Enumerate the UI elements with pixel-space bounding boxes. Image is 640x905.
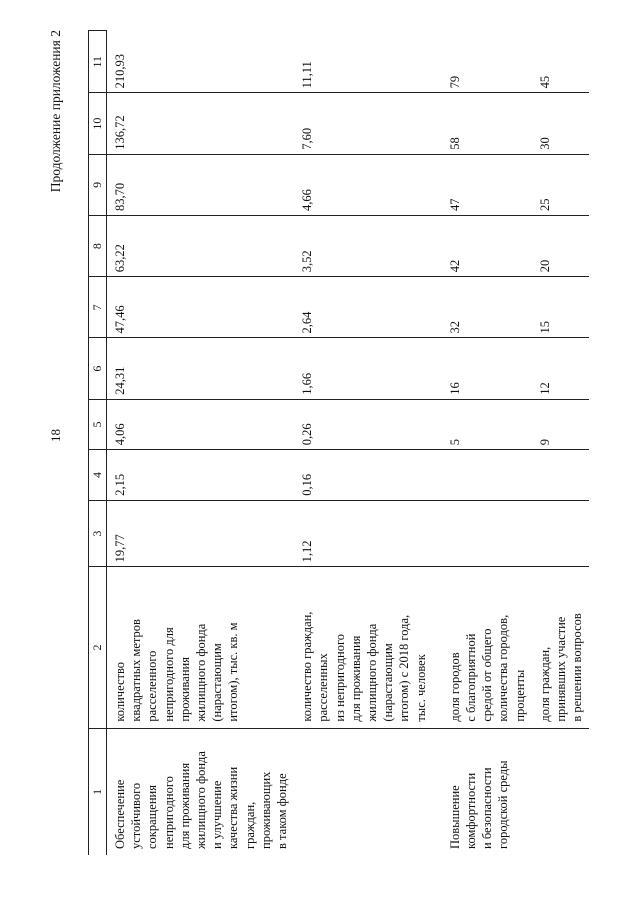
value-cell: 9 — [532, 399, 590, 450]
value-cell: 79 — [433, 31, 532, 93]
value-cell: 32 — [433, 277, 532, 338]
column-number: 2 — [89, 567, 107, 728]
value-cell: 16 — [433, 338, 532, 399]
column-number: 1 — [89, 728, 107, 855]
column-number: 5 — [89, 399, 107, 450]
table-row — [294, 31, 433, 856]
goal-cell: Повышение комфортности и безопасности городской среды — [447, 760, 511, 849]
value-cell: 0,26 — [294, 399, 433, 450]
value-cell: 1,12 — [294, 500, 433, 567]
column-number: 7 — [89, 277, 107, 338]
value-cell: 30 — [532, 93, 590, 154]
column-number: 9 — [89, 154, 107, 215]
column-number: 11 — [89, 31, 107, 93]
value-cell: 47,46 — [107, 277, 295, 338]
column-number: 3 — [89, 500, 107, 567]
value-cell: 5 — [433, 399, 532, 450]
value-cell: 3,52 — [294, 215, 433, 276]
column-number: 8 — [89, 215, 107, 276]
value-cell: 45 — [532, 31, 590, 93]
column-number: 10 — [89, 93, 107, 154]
value-cell: 19,77 — [107, 500, 295, 567]
goal-cell — [532, 728, 590, 855]
value-cell: 2,64 — [294, 277, 433, 338]
value-cell: 210,93 — [107, 31, 295, 93]
value-cell — [532, 500, 590, 567]
column-number: 6 — [89, 338, 107, 399]
value-cell: 58 — [433, 93, 532, 154]
table-row — [107, 31, 295, 856]
continuation-label: Продолжение приложения 2 — [48, 30, 63, 193]
value-cell: 83,70 — [107, 154, 295, 215]
value-cell: 24,31 — [107, 338, 295, 399]
value-cell: 20 — [532, 215, 590, 276]
value-cell — [433, 500, 532, 567]
indicator-cell: доля городов с благоприятной средой от общего количества городов, проценты — [433, 567, 532, 728]
goal-cell — [294, 728, 433, 855]
indicator-cell: количество квадратных метров расселенного непригодного для проживания жилищного фонда (нарастающим итогом), тыс. кв. м — [107, 567, 295, 728]
value-cell: 25 — [532, 154, 590, 215]
value-cell — [433, 450, 532, 501]
goal-cell: Обеспечение устойчивого сокращения непригодного для проживания жилищного фонда и улучшение качества жизни граждан, проживающих в таком фонде — [113, 751, 290, 849]
value-cell: 1,66 — [294, 338, 433, 399]
value-cell: 4,06 — [107, 399, 295, 450]
value-cell: 12 — [532, 338, 590, 399]
value-cell: 15 — [532, 277, 590, 338]
column-number: 4 — [89, 450, 107, 501]
value-cell: 2,15 — [107, 450, 295, 501]
indicator-cell: доля граждан, принявших участие в решении вопросов — [532, 567, 590, 728]
value-cell: 47 — [433, 154, 532, 215]
table-row — [532, 31, 590, 856]
table-row — [433, 31, 532, 856]
value-cell: 136,72 — [107, 93, 295, 154]
indicators-table — [88, 30, 589, 855]
value-cell: 0,16 — [294, 450, 433, 501]
value-cell: 63,22 — [107, 215, 295, 276]
rotated-page-content — [48, 30, 608, 855]
value-cell: 42 — [433, 215, 532, 276]
value-cell: 11,11 — [294, 31, 433, 93]
value-cell: 7,60 — [294, 93, 433, 154]
value-cell: 4,66 — [294, 154, 433, 215]
indicator-cell: количество граждан, расселенных из непригодного для проживания жилищного фонда (нарастающим итогом) с 2018 года, тыс. человек — [294, 567, 433, 728]
page-number: 18 — [48, 429, 63, 442]
column-number-row — [89, 31, 107, 856]
value-cell — [532, 450, 590, 501]
